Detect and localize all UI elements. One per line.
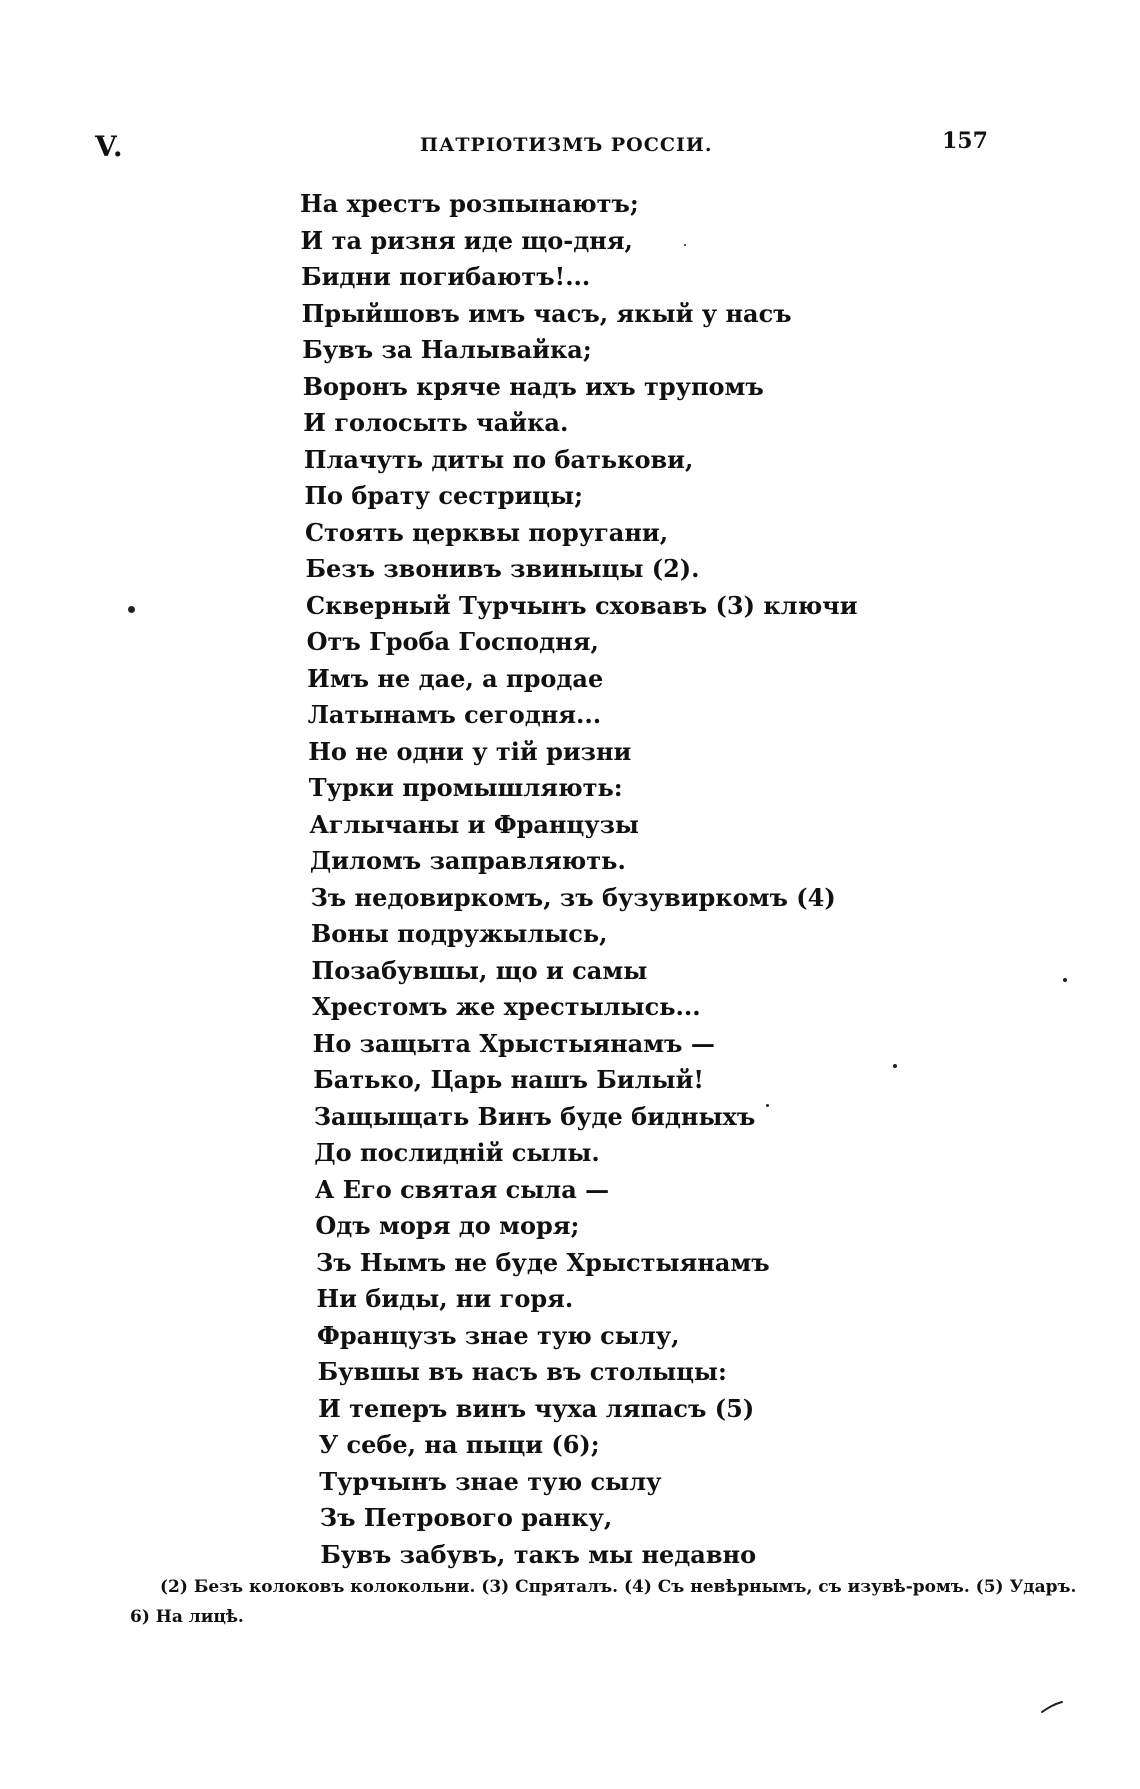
footnote-line: (2) Безъ колоковъ колокольни. (3) Спряталъ. (4) Съ невѣрнымъ, съ изувѣ-ромъ. (5) Ударъ. — [160, 1577, 1077, 1597]
poem-line: У себе, на пыци (6); — [318, 1430, 600, 1459]
poem-line: И голосыть чайка. — [303, 408, 569, 437]
poem-line: И та ризня иде що-дня, — [300, 225, 633, 255]
poem-line: Хрестомъ же хрестылысь... — [312, 992, 701, 1021]
poem-line: Бувъ забувъ, такъ мы недавно — [320, 1539, 757, 1569]
poem-line: Ни биды, ни горя. — [316, 1284, 574, 1313]
poem-line: Зъ Петрового ранку, — [319, 1503, 613, 1532]
poem-line: А Его святая сыла — — [314, 1174, 610, 1204]
poem-line: Но защыта Хрыстыянамъ — — [312, 1028, 715, 1058]
poem-line: Стоять церквы поругани, — [304, 517, 669, 547]
poem-line: Бувъ за Налывайка; — [302, 335, 592, 364]
poem-line: До послидній сылы. — [314, 1138, 600, 1167]
poem-line: Скверный Турчынъ сховавъ (3) ключи — [306, 590, 858, 620]
poem-text — [300, 186, 860, 1573]
poem-line: Турки промышляють: — [308, 773, 623, 802]
poem-line: Позабувшы, що и самы — [311, 955, 648, 985]
poem-line: Защыщать Винъ буде бидныхъ — [313, 1101, 756, 1131]
poem-line: Зъ Нымъ не буде Хрыстыянамъ — [315, 1247, 770, 1277]
poem-line: Батько, Царь нашъ Билый! — [313, 1065, 704, 1094]
poem-line: Аглычаны и Французы — [309, 809, 639, 839]
footnotes — [130, 1572, 1077, 1632]
poem-line: Турчынъ знае тую сылу — [319, 1466, 662, 1496]
poem-line: Воны подружылысь, — [311, 919, 608, 948]
poem-line: Но не одни у тій ризни — [308, 736, 632, 766]
page-number: 157 — [942, 128, 988, 154]
poem-line: По брату сестрицы; — [304, 481, 583, 510]
poem-line: И теперъ винъ чуха ляпасъ (5) — [318, 1393, 755, 1423]
footnote-line: 6) На лицѣ. — [130, 1607, 244, 1627]
scan-speck — [684, 244, 686, 246]
poem-line: Прыйшовъ имъ часъ, якый у насъ — [301, 298, 792, 328]
poem-line: Воронъ кряче надъ ихъ трупомъ — [302, 371, 764, 401]
section-number: V. — [95, 130, 124, 163]
poem-line: Бидни погибаютъ!... — [301, 262, 591, 291]
poem-line: Диломъ заправляють. — [309, 846, 626, 875]
pen-mark-icon — [1040, 1700, 1064, 1714]
poem-line: На хрестъ розпынаютъ; — [300, 189, 639, 218]
page-header — [0, 122, 1140, 162]
poem-line: Латынамъ сегодня... — [307, 700, 602, 729]
scan-speck — [893, 1064, 897, 1068]
scan-speck — [128, 606, 135, 613]
running-title: ПАТРІОТИЗМЪ РОССІИ. — [420, 134, 713, 156]
poem-line: Одъ моря до моря; — [315, 1211, 580, 1240]
poem-line: Плачуть диты по батькови, — [303, 444, 694, 474]
poem-line: Безъ звонивъ звиныцы (2). — [305, 554, 700, 583]
scan-speck — [766, 1104, 769, 1107]
poem-line: Французъ знае тую сылу, — [317, 1320, 680, 1350]
poem-line: Имъ не дае, а продае — [307, 663, 604, 693]
scan-speck — [1063, 978, 1067, 982]
poem-line: Зъ недовиркомъ, зъ бузувиркомъ (4) — [310, 882, 836, 912]
poem-line: Отъ Гроба Господня, — [306, 627, 599, 656]
poem-line: Бувшы въ насъ въ столыцы: — [317, 1357, 727, 1386]
